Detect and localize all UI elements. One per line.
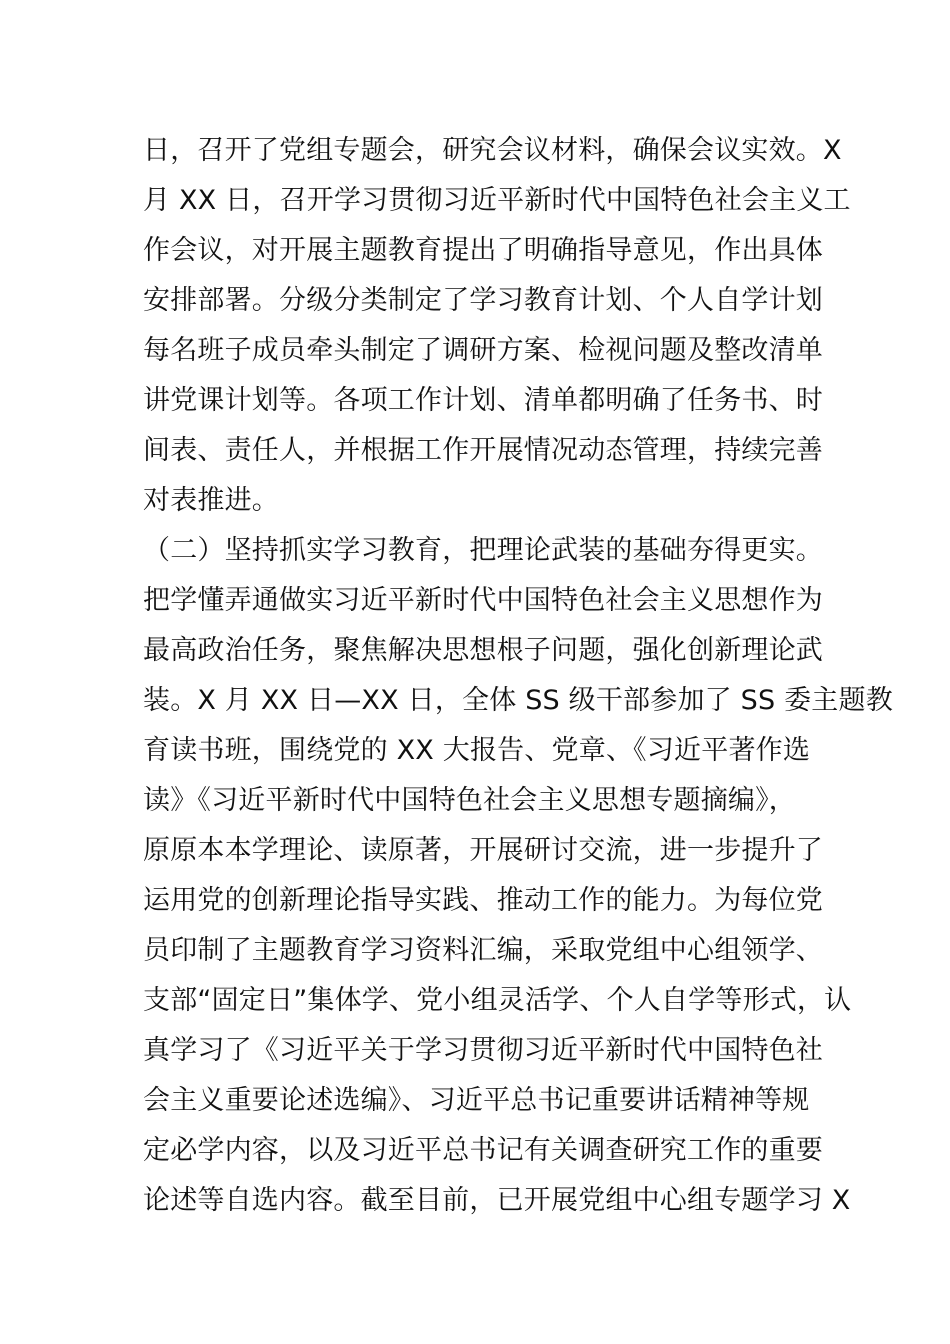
text-line: 装。X 月 XX 日—XX 日，全体 SS 级干部参加了 SS 委主题教 bbox=[143, 685, 893, 716]
text-line: 日，召开了党组专题会，研究会议材料，确保会议实效。X bbox=[143, 135, 842, 166]
text-line: 间表、责任人，并根据工作开展情况动态管理，持续完善 bbox=[143, 435, 823, 466]
body-text bbox=[143, 126, 893, 1226]
text-line: 安排部署。分级分类制定了学习教育计划、个人自学计划 bbox=[143, 285, 823, 316]
text-line: 运用党的创新理论指导实践、推动工作的能力。为每位党 bbox=[143, 885, 823, 916]
section-heading: （二）坚持抓实学习教育，把理论武装的基础夯得更实。 bbox=[143, 535, 823, 566]
text-line: 读》《习近平新时代中国特色社会主义思想专题摘编》， bbox=[143, 785, 796, 816]
text-line: 把学懂弄通做实习近平新时代中国特色社会主义思想作为 bbox=[143, 585, 823, 616]
text-line: 月 XX 日，召开学习贯彻习近平新时代中国特色社会主义工 bbox=[143, 185, 851, 216]
text-line: 作会议，对开展主题教育提出了明确指导意见，作出具体 bbox=[143, 235, 823, 266]
text-line: 真学习了《习近平关于学习贯彻习近平新时代中国特色社 bbox=[143, 1035, 823, 1066]
text-line: 育读书班，围绕党的 XX 大报告、党章、《习近平著作选 bbox=[143, 735, 811, 766]
text-line: 会主义重要论述选编》、习近平总书记重要讲话精神等规 bbox=[143, 1085, 810, 1116]
text-line: 支部“固定日”集体学、党小组灵活学、个人自学等形式，认 bbox=[143, 985, 852, 1016]
text-line: 最高政治任务，聚焦解决思想根子问题，强化创新理论武 bbox=[143, 635, 823, 666]
text-line: 讲党课计划等。各项工作计划、清单都明确了任务书、时 bbox=[143, 385, 823, 416]
text-line: 定必学内容，以及习近平总书记有关调查研究工作的重要 bbox=[143, 1135, 823, 1166]
text-line: 员印制了主题教育学习资料汇编，采取党组中心组领学、 bbox=[143, 935, 823, 966]
text-line: 对表推进。 bbox=[143, 485, 279, 516]
text-line: 原原本本学理论、读原著，开展研讨交流，进一步提升了 bbox=[143, 835, 823, 866]
text-line: 论述等自选内容。截至目前，已开展党组中心组专题学习 X bbox=[143, 1185, 851, 1216]
text-line: 每名班子成员牵头制定了调研方案、检视问题及整改清单 bbox=[143, 335, 823, 366]
